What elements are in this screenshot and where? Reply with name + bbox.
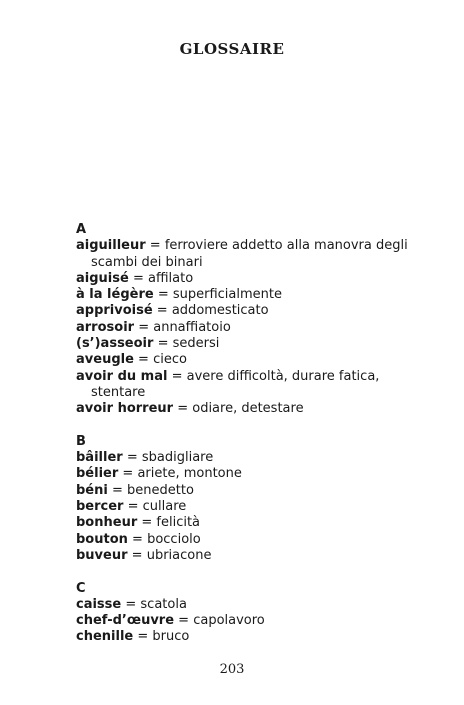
entry-definition: bruco: [152, 629, 190, 645]
entry-term: avoir du mal: [76, 368, 168, 384]
glossary-entry: aveugle = cieco: [76, 352, 187, 368]
glossary-entry: chef-d’œuvre = capolavoro: [76, 613, 265, 629]
entry-definition: felicità: [156, 515, 201, 531]
glossary-entry: béni = benedetto: [76, 482, 194, 498]
entry-definition: capolavoro: [193, 613, 265, 629]
glossary-entry: buveur = ubriacone: [76, 547, 212, 563]
entry-term: buveur: [76, 547, 128, 563]
entry-term: aveugle: [76, 352, 134, 368]
entry-term: bonheur: [76, 515, 138, 531]
page-title: GLOSSAIRE: [179, 40, 285, 58]
glossary-entry: à la légère = superficialmente: [76, 287, 282, 303]
entry-term: avoir horreur: [76, 401, 174, 417]
entry-definition: addomesticato: [171, 303, 269, 319]
entry-definition: ariete, montone: [137, 466, 242, 482]
entry-term: béni: [76, 482, 108, 498]
glossary-list: [76, 222, 416, 662]
glossary-entry: avoir du mal = avere difficoltà, durare fatica, stentare: [76, 368, 380, 400]
entry-term: à la légère: [76, 287, 154, 303]
entry-definition: sbadigliare: [141, 450, 214, 466]
entry-definition: superficialmente: [172, 287, 282, 303]
entry-term: bâiller: [76, 450, 123, 466]
glossary-entry: avoir horreur = odiare, detestare: [76, 401, 304, 417]
glossary-entry: caisse = scatola: [76, 596, 187, 612]
entry-definition: avere difficoltà, durare fatica, stentare: [91, 368, 380, 400]
glossary-entry: bouton = bocciolo: [76, 531, 201, 547]
entry-term: chenille: [76, 629, 134, 645]
entry-definition: odiare, detestare: [192, 401, 304, 417]
section-letter: A: [76, 222, 87, 237]
section-c: [76, 581, 416, 646]
entry-definition: cullare: [142, 499, 187, 515]
entry-term: chef-d’œuvre: [76, 613, 175, 629]
glossary-entry: chenille = bruco: [76, 629, 190, 645]
glossary-entry: bâiller = sbadigliare: [76, 450, 214, 466]
entry-definition: cieco: [153, 352, 187, 368]
glossary-entry: arrosoir = annaffiatoio: [76, 319, 231, 335]
entry-definition: affilato: [147, 270, 194, 286]
entry-term: aiguilleur: [76, 238, 146, 254]
section-letter: B: [76, 433, 86, 449]
entry-term: caisse: [76, 596, 122, 612]
entry-definition: ubriacone: [146, 547, 212, 563]
glossary-entry: bélier = ariete, montone: [76, 466, 242, 482]
glossary-entry: aiguilleur = ferroviere addetto alla manovra degli scambi dei binari: [76, 238, 408, 270]
entry-term: bélier: [76, 466, 119, 482]
glossary-entry: bonheur = felicità: [76, 515, 201, 531]
glossary-entry: (s’)asseoir = sedersi: [76, 336, 220, 352]
entry-term: apprivoisé: [76, 303, 153, 319]
entry-definition: bocciolo: [147, 531, 201, 547]
glossary-entry: apprivoisé = addomesticato: [76, 303, 269, 319]
entry-term: bouton: [76, 531, 128, 547]
glossary-entry: aiguisé = affilato: [76, 270, 194, 286]
section-b: [76, 434, 416, 564]
entry-definition: scatola: [140, 596, 187, 612]
section-letter: C: [76, 580, 86, 596]
entry-term: arrosoir: [76, 319, 135, 335]
glossary-entry: bercer = cullare: [76, 499, 187, 515]
entry-definition: benedetto: [127, 482, 194, 498]
entry-term: (s’)asseoir: [76, 336, 154, 352]
entry-definition: sedersi: [172, 336, 220, 352]
section-a: [76, 222, 416, 418]
entry-definition: annaffiatoio: [153, 319, 231, 335]
page-number: 203: [219, 662, 245, 677]
entry-term: aiguisé: [76, 270, 129, 286]
entry-definition: ferroviere addetto alla manovra degli scambi dei binari: [91, 238, 408, 270]
entry-term: bercer: [76, 499, 124, 515]
